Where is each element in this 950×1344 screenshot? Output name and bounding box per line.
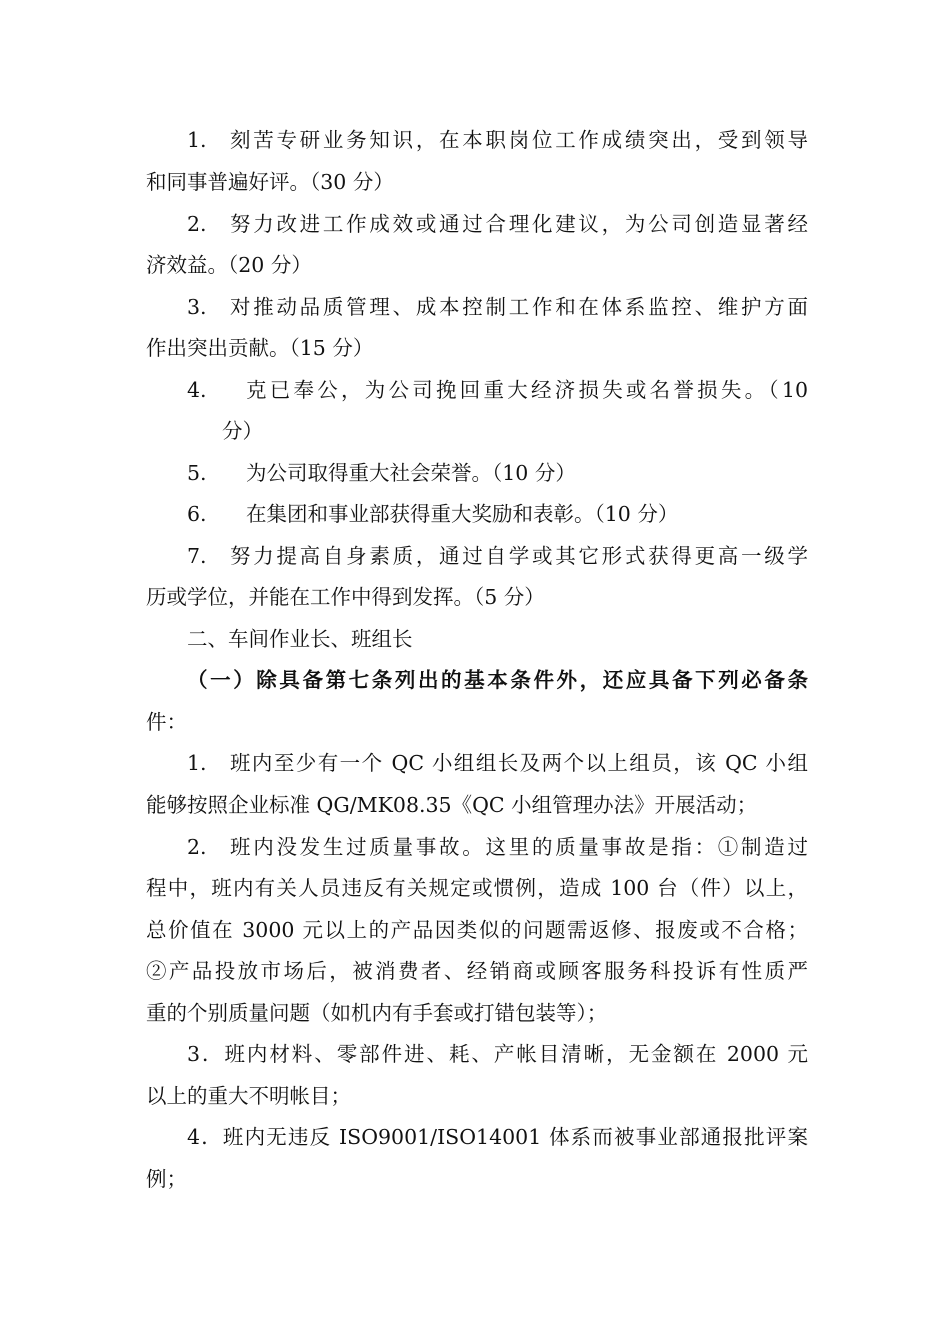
list-item-text: 对推动品质管理、成本控制工作和在体系监控、维护方面	[230, 295, 808, 319]
list-item-2-b	[0, 827, 950, 867]
section-heading	[0, 619, 950, 659]
paragraph-text: 分）	[222, 419, 263, 443]
list-item-7	[0, 536, 950, 576]
continuation-line	[0, 577, 950, 617]
list-item-text: 班内没发生过质量事故。这里的质量事故是指：①制造过	[230, 835, 808, 859]
paragraph-text: 和同事普遍好评。（30 分）	[146, 170, 394, 194]
list-item-text: 刻苦专研业务知识，在本职岗位工作成绩突出，受到领导	[230, 128, 808, 152]
list-item-6	[0, 494, 950, 534]
continuation-line	[0, 1159, 950, 1199]
list-number: 3.	[187, 295, 207, 319]
list-item-text: 克已奉公，为公司挽回重大经济损失或名誉损失。（10	[246, 378, 808, 402]
list-number: 2.	[187, 212, 207, 236]
list-number: 6.	[187, 502, 207, 526]
continuation-line	[0, 868, 950, 908]
paragraph-text: 能够按照企业标准 QG/MK08.35《QC 小组管理办法》开展活动；	[146, 793, 758, 817]
continuation-line	[0, 951, 950, 991]
list-item-text: 3．班内材料、零部件进、耗、产帐目清晰，无金额在 2000 元	[187, 1042, 808, 1066]
list-item-4	[0, 370, 950, 410]
list-item-text: 为公司取得重大社会荣誉。（10 分）	[246, 461, 576, 485]
continuation-line	[0, 910, 950, 950]
list-item-text: 在集团和事业部获得重大奖励和表彰。（10 分）	[246, 502, 679, 526]
paragraph-text: 作出突出贡献。（15 分）	[146, 336, 374, 360]
list-number: 2.	[187, 835, 207, 859]
subsection-heading-text: （一）除具备第七条列出的基本条件外，还应具备下列必备条	[187, 668, 808, 692]
paragraph-text: 程中，班内有关人员违反有关规定或惯例，造成 100 台（件）以上，	[146, 876, 808, 900]
paragraph-text: 件：	[146, 710, 187, 734]
continuation-line	[0, 1076, 950, 1116]
list-item-text: 班内至少有一个 QC 小组组长及两个以上组员，该 QC 小组	[230, 751, 808, 775]
list-item-5	[0, 453, 950, 493]
continuation-line	[0, 328, 950, 368]
list-item-1	[0, 120, 950, 160]
list-item-text: 4．班内无违反 ISO9001/ISO14001 体系而被事业部通报批评案	[187, 1125, 808, 1149]
paragraph-text: 历或学位，并能在工作中得到发挥。（5 分）	[146, 585, 545, 609]
list-number: 7.	[187, 544, 207, 568]
paragraph-text: 例；	[146, 1167, 187, 1191]
list-number: 1.	[187, 128, 207, 152]
list-item-text: 努力提高自身素质，通过自学或其它形式获得更高一级学	[230, 544, 808, 568]
continuation-line	[0, 702, 950, 742]
continuation-line	[0, 411, 950, 451]
section-heading-text: 二、车间作业长、班组长	[187, 627, 413, 651]
subsection-line	[0, 660, 950, 700]
list-item-1-b	[0, 743, 950, 783]
continuation-line	[0, 993, 950, 1033]
paragraph-text: 以上的重大不明帐目；	[146, 1084, 351, 1108]
list-number: 1.	[187, 751, 207, 775]
list-number: 4.	[187, 378, 207, 402]
continuation-line	[0, 785, 950, 825]
paragraph-text: ②产品投放市场后，被消费者、经销商或顾客服务科投诉有性质严	[146, 959, 808, 983]
paragraph-text: 总价值在 3000 元以上的产品因类似的问题需返修、报废或不合格；	[146, 918, 808, 942]
list-number: 5.	[187, 461, 207, 485]
continuation-line	[0, 162, 950, 202]
list-item-3-b	[0, 1034, 950, 1074]
paragraph-text: 重的个别质量问题（如机内有手套或打错包装等）；	[146, 1001, 608, 1025]
list-item-text: 努力改进工作成效或通过合理化建议，为公司创造显著经	[230, 212, 808, 236]
paragraph-text: 济效益。（20 分）	[146, 253, 312, 277]
list-item-4-b	[0, 1117, 950, 1157]
list-item-3	[0, 287, 950, 327]
list-item-2	[0, 204, 950, 244]
continuation-line	[0, 245, 950, 285]
